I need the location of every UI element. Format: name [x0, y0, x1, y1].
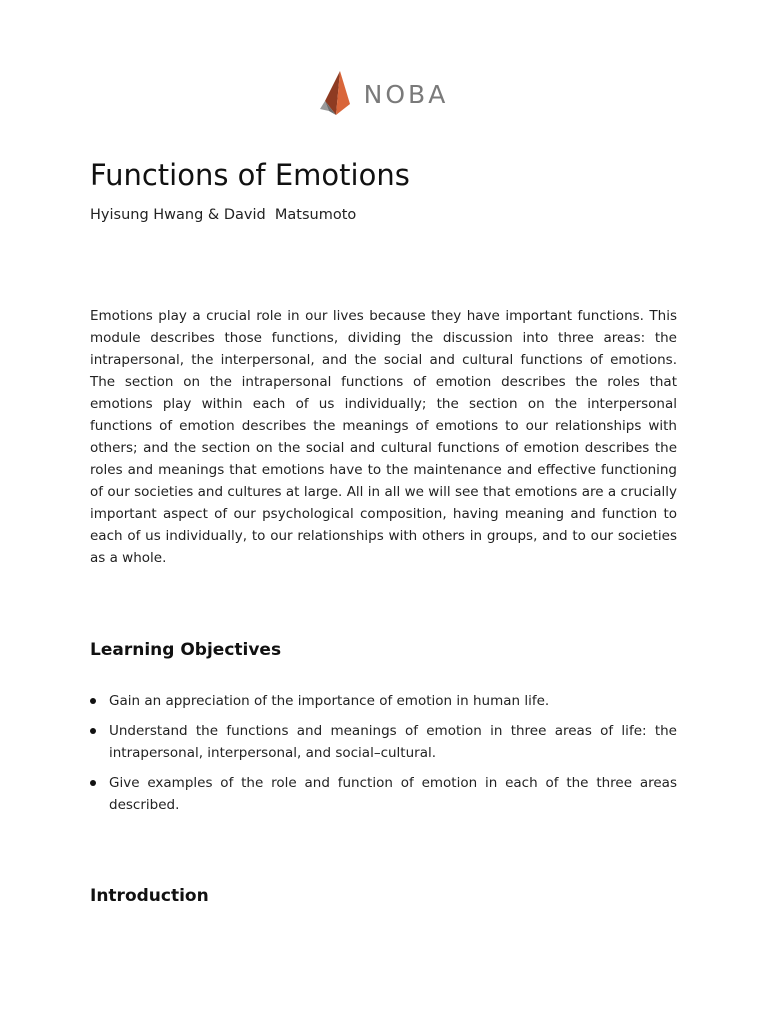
list-item-text: Gain an appreciation of the importance of emotion in human life. — [109, 693, 550, 709]
noba-flame-icon — [320, 71, 350, 115]
list-item-text: Give examples of the role and function of emotion in each of the three areas described. — [109, 775, 677, 813]
learning-objectives-heading: Learning Objectives — [90, 640, 282, 660]
list-item — [90, 772, 677, 816]
introduction-heading: Introduction — [90, 886, 209, 906]
brand-wordmark: NOBA — [363, 79, 449, 109]
noba-logo — [0, 70, 768, 116]
list-item-text: Understand the functions and meanings of emotion in three areas of life: the intrapersonal, interpersonal, and social–cultural. — [109, 723, 677, 761]
bullet-icon — [90, 698, 96, 704]
page-title: Functions of Emotions — [90, 158, 410, 192]
learning-objectives-list — [90, 690, 677, 824]
bullet-icon — [90, 780, 96, 786]
bullet-icon — [90, 728, 96, 734]
logo-lockup — [320, 71, 449, 115]
list-item — [90, 690, 677, 712]
abstract-paragraph: Emotions play a crucial role in our lives because they have important functions. This module describes those functions, dividing the discussion into three areas: the intrapersonal, the interpersonal, and the social and cultural functions of emotions. The section on the intrapersonal functions of emotion describes the roles that emotions play within each of us individually; the section on the interpersonal functions of emotion describes the meanings of emotions to our relationships with others; and the section on the social and cultural functions of emotion describes the roles and meanings that emotions have to the maintenance and effective functioning of our societies and cultures at large. All in all we will see that emotions are a crucially important aspect of our psychological composition, having meaning and function to each of us individually, to our relationships with others in groups, and to our societies as a whole. — [90, 308, 677, 566]
list-item — [90, 720, 677, 764]
authors-line: Hyisung Hwang & David Matsumoto — [90, 207, 357, 223]
